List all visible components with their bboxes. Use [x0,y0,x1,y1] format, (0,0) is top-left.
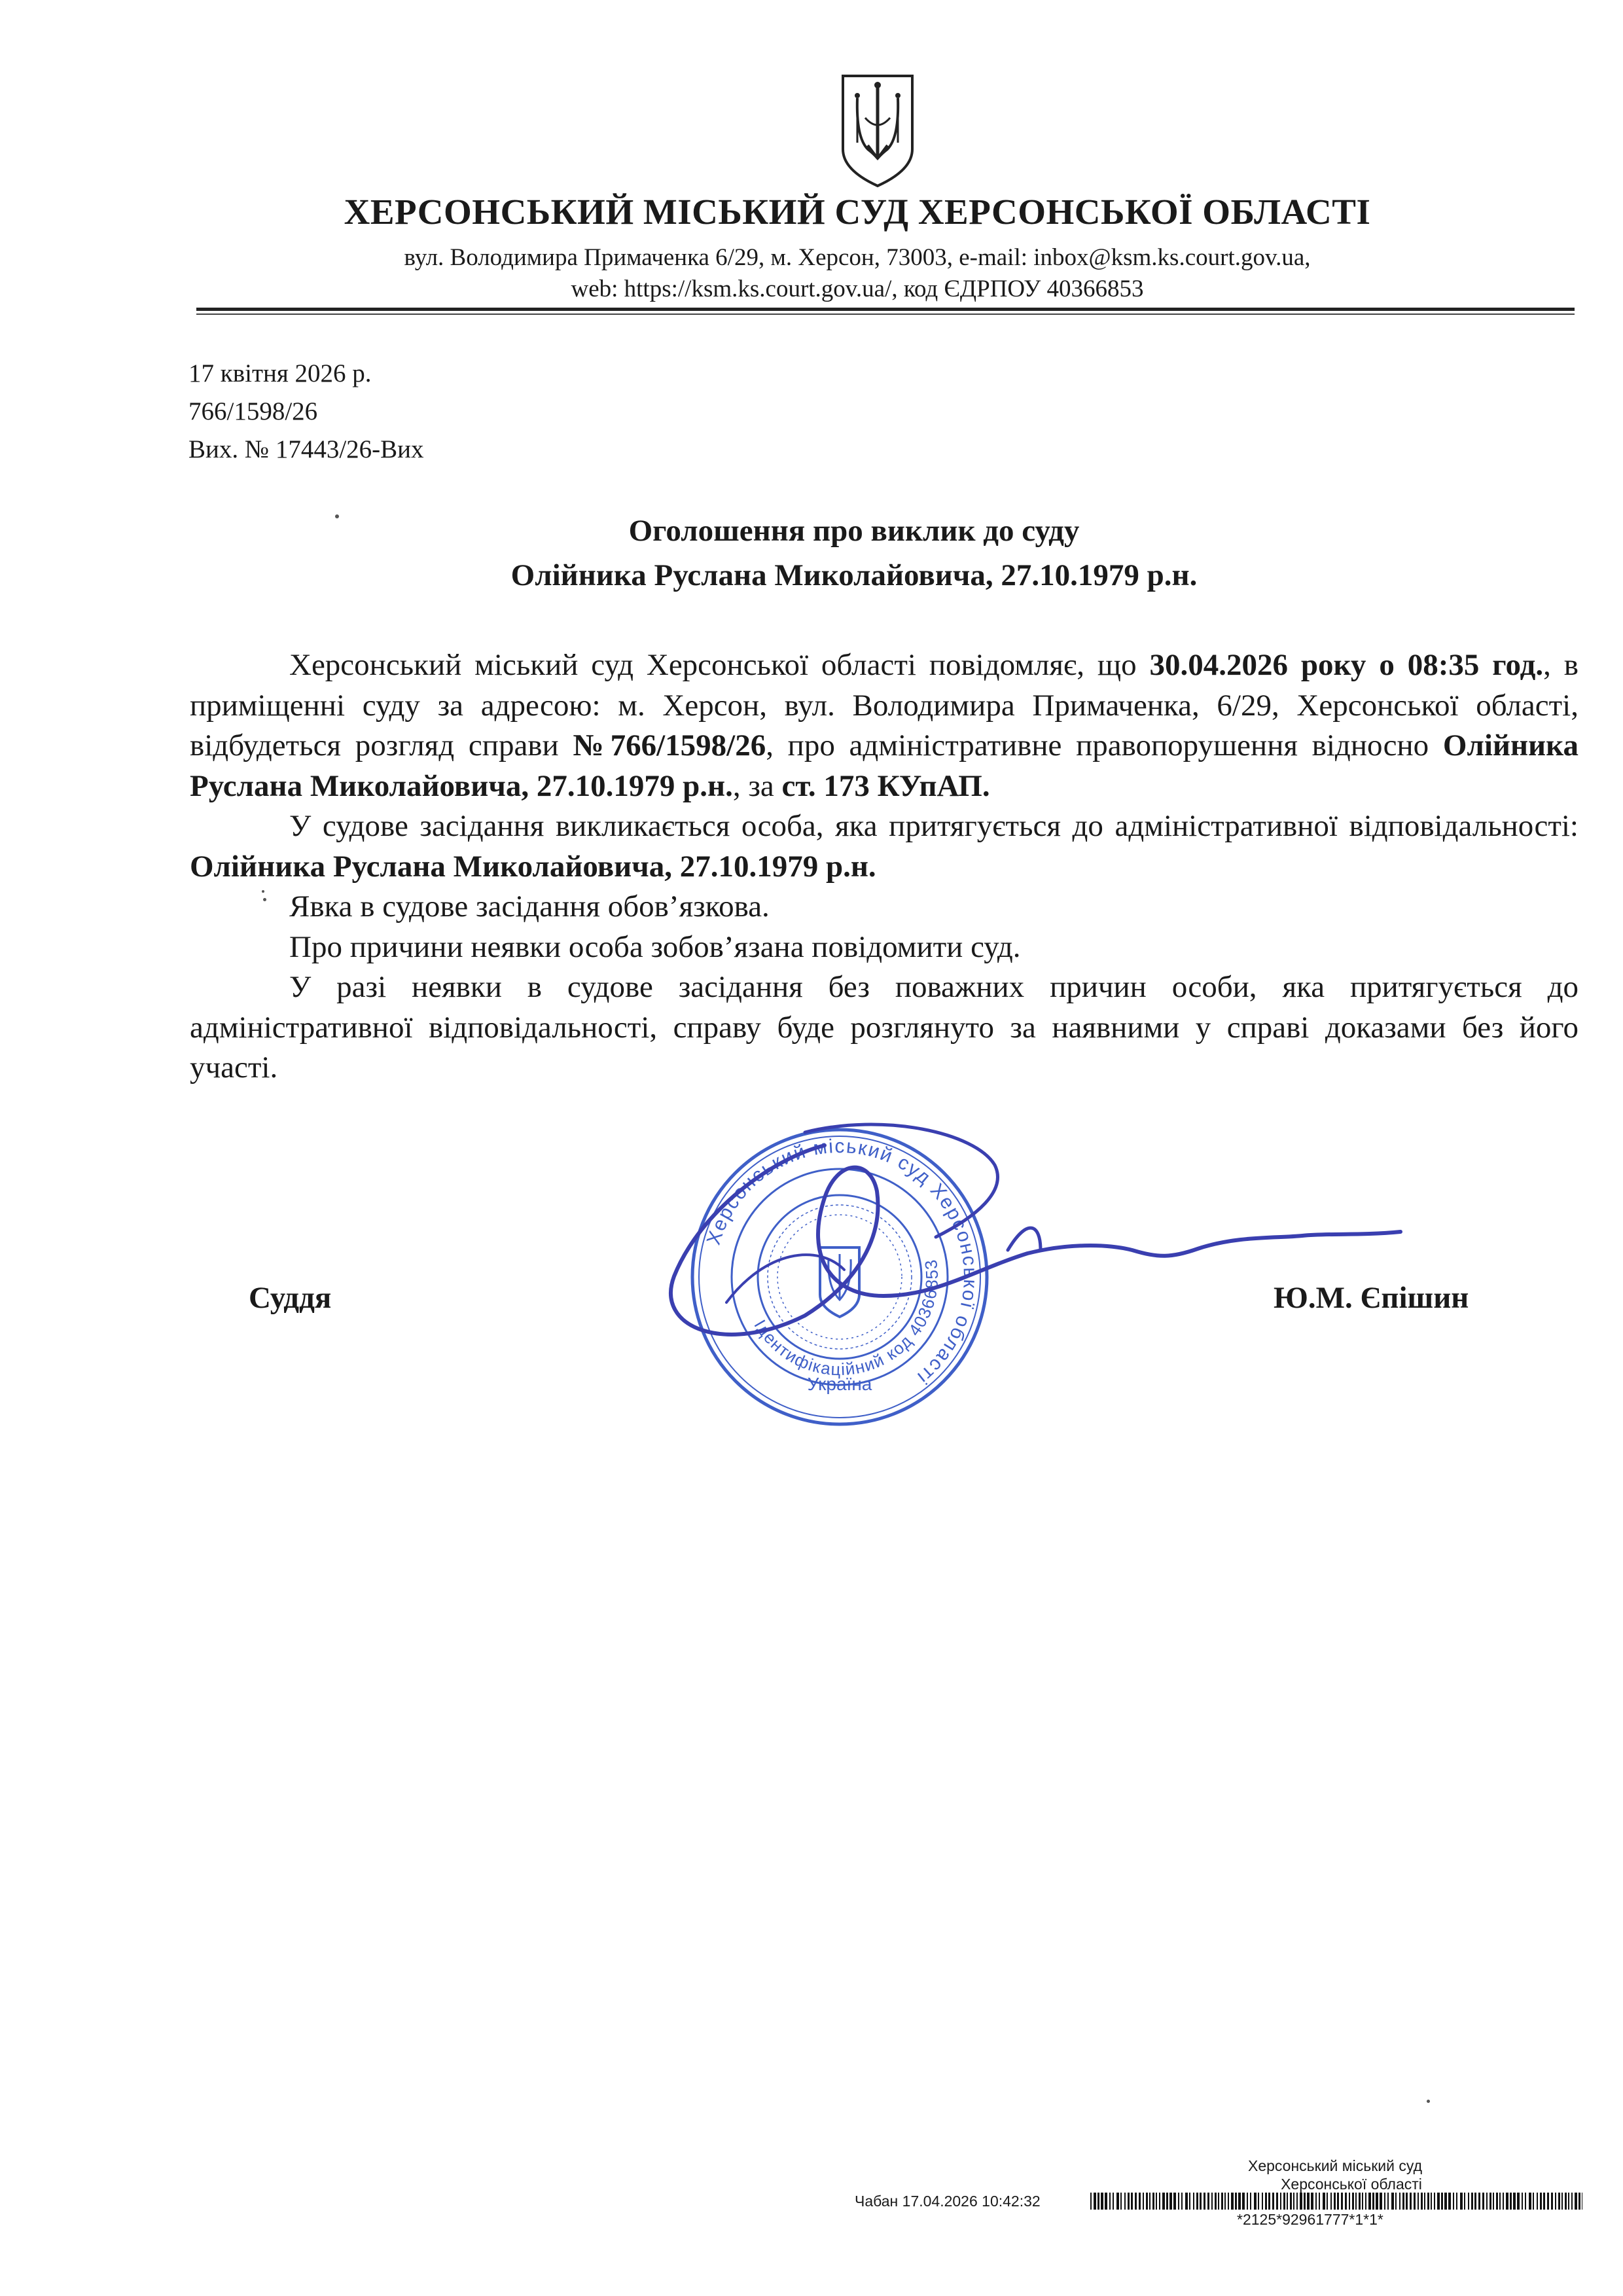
barcode-bar [1185,2193,1188,2210]
barcode-bar [1349,2193,1350,2210]
barcode-bar [1384,2193,1385,2210]
barcode-bar [1258,2193,1259,2210]
barcode-bar [1499,2193,1501,2210]
barcode-bar [1517,2193,1520,2210]
barcode-bar [1293,2193,1294,2210]
court-name-heading: ХЕРСОНСЬКИЙ МІСЬКИЙ СУД ХЕРСОНСЬКОЇ ОБЛАСТІ [344,192,1371,232]
barcode-bar [1242,2193,1245,2210]
barcode-bar [1359,2193,1361,2210]
barcode-bar [1283,2193,1285,2210]
barcode-bar [1395,2193,1397,2210]
barcode-bar [1204,2193,1205,2210]
court-address-line-2: web: https://ksm.ks.court.gov.ua/, код ЄДРПОУ 40366853 [571,276,1144,302]
barcode-bar [1290,2193,1292,2210]
barcode-bar [1399,2193,1400,2210]
barcode-bar [1537,2193,1538,2210]
barcode-bar [1474,2193,1476,2210]
barcode-bar [1380,2193,1382,2210]
footer-court-line-2: Херсонської області [1281,2176,1422,2193]
scan-speck [335,514,339,518]
barcode-bar [1486,2193,1488,2210]
barcode-bar [1304,2193,1306,2210]
barcode-bar [1238,2193,1241,2210]
barcode-bar [1247,2193,1248,2210]
barcode-bar [1218,2193,1219,2210]
barcode-bar [1418,2193,1419,2210]
judge-role-label: Суддя [249,1281,332,1315]
barcode-bar [1250,2193,1251,2210]
barcode-bar [1334,2193,1336,2210]
barcode-bar [1575,2193,1577,2210]
barcode-bar [1228,2193,1229,2210]
barcode-bar [1496,2193,1498,2210]
barcode-bar [1215,2193,1217,2210]
barcode-bar [1178,2193,1179,2210]
svg-text:Херсонський міський суд Херсон: Херсонський міський суд Херсонської області [702,1135,982,1390]
barcode-bar [1196,2193,1198,2210]
barcode-bar [1368,2193,1371,2210]
body-paragraph-1: Херсонський міський суд Херсонської області повідомляє, що 30.04.2026 року о 08:35 год., в приміщенні суду за адресою: м. Херсон, вул. Володимира Примаченка, 6/29, Херсонської області, відбудеться розгляд справи №766/1598/26, про адміністративне правопорушення відносно Олійника Руслана Миколайовича, 27.10.1979 р.н., за ст. 173 КУпАП. [190,648,1578,803]
barcode-bar [1478,2193,1480,2210]
barcode-bar [1355,2193,1357,2210]
barcode-bar [1522,2193,1523,2210]
barcode-bar [1211,2193,1213,2210]
barcode-bar [1529,2193,1531,2210]
body-paragraph-2: У судове засідання викликається особа, яка притягується до адміністративної відповідальності: Олійника Руслана Миколайовича, 27.10.1979 р.н. [190,809,1578,884]
barcode-bar [1571,2193,1573,2210]
barcode-bar [1162,2193,1165,2210]
barcode-bar [1323,2193,1325,2210]
barcode-bar [1090,2193,1092,2210]
barcode-bar [1543,2193,1545,2210]
court-address-line-1: вул. Володимира Примаченка 6/29, м. Херсон, 73003, e-mail: inbox@ksm.ks.court.gov.ua, [404,244,1311,271]
barcode-bar [1489,2193,1491,2210]
barcode-bar [1402,2193,1404,2210]
barcode-bar [1493,2193,1494,2210]
barcode-bar [1181,2193,1183,2210]
barcode-bar [1337,2193,1339,2210]
barcode-bar [1482,2193,1484,2210]
barcode-bar [1101,2193,1103,2210]
barcode-bar [1156,2193,1157,2210]
barcode-bar [1094,2193,1096,2210]
barcode-bar [1444,2193,1447,2210]
barcode-bar [1159,2193,1160,2210]
barcode-bar [1124,2193,1126,2210]
barcode-bar [1135,2193,1137,2210]
barcode-bar [1327,2193,1328,2210]
barcode-bar [1547,2193,1549,2210]
barcode-bar [1200,2193,1202,2210]
barcode-bar [1143,2193,1144,2210]
scan-speck [262,890,264,893]
barcode-bar [1565,2193,1567,2210]
svg-text:Ідентифікаційний код 40366853: Ідентифікаційний код 40366853 [750,1257,942,1380]
document-subtitle: Олійника Руслана Миколайовича, 27.10.1979 р.н. [510,558,1198,592]
barcode-bar [1097,2193,1099,2210]
barcode-bar [1131,2193,1133,2210]
barcode-bar [1128,2193,1130,2210]
barcode-bar [1464,2193,1465,2210]
header-divider-thin [196,314,1575,315]
barcode-bar [1421,2193,1423,2210]
barcode-bar [1341,2193,1343,2210]
barcode-bar [1169,2193,1172,2210]
barcode-bar [1120,2193,1122,2210]
barcode-bar [1431,2193,1432,2210]
barcode-bar [1578,2193,1580,2210]
barcode-bar [1561,2193,1563,2210]
case-number: 766/1598/26 [188,397,318,425]
barcode-bar [1414,2193,1416,2210]
barcode-bar [1391,2193,1394,2210]
barcode-bar [1276,2193,1278,2210]
barcode-bar [1551,2193,1553,2210]
barcode-bar [1453,2193,1454,2210]
barcode-bar [1152,2193,1154,2210]
judge-signature-icon [609,1086,1479,1388]
barcode-bar [1105,2193,1107,2210]
barcode-bar [1503,2193,1504,2210]
document-body [190,645,1578,1088]
barcode-bar [1319,2193,1320,2210]
barcode-bar [1307,2193,1310,2210]
barcode-bar [1280,2193,1281,2210]
barcode-bar [1471,2193,1473,2210]
barcode-bar [1272,2193,1274,2210]
barcode-bar [1437,2193,1440,2210]
barcode-bar [1434,2193,1435,2210]
barcode-bar [1468,2193,1469,2210]
registration-stamp: Чабан 17.04.2026 10:42:32 [855,2193,1041,2210]
barcode-bar [1330,2193,1332,2210]
outgoing-number: Вих. № 17443/26-Вих [188,435,424,463]
scan-speck [263,898,266,901]
barcode-bar [1224,2193,1226,2210]
barcode-bar [1525,2193,1526,2210]
body-paragraph-4: Про причини неявки особа зобов’язана повідомити суд. [289,929,1021,964]
barcode-bar [1540,2193,1542,2210]
barcode-bar [1533,2193,1534,2210]
footer-court-line-1: Херсонський міський суд [1247,2157,1423,2174]
barcode-bar [1568,2193,1569,2210]
barcode-bar [1510,2193,1512,2210]
scan-speck [1427,2100,1430,2103]
barcode-bar [1231,2193,1234,2210]
barcode-bar [1254,2193,1257,2210]
barcode-bar [1441,2193,1443,2210]
barcode-bar [1265,2193,1267,2210]
judge-name: Ю.М. Єпішин [1274,1281,1469,1315]
barcode-bar [1189,2193,1190,2210]
barcode-bar [1311,2193,1313,2210]
barcode-bar [1296,2193,1298,2210]
barcode-bar [1506,2193,1508,2210]
barcode-bar [1235,2193,1237,2210]
barcode-bar [1456,2193,1457,2210]
barcode-bar [1376,2193,1378,2210]
barcode-bar [1555,2193,1556,2210]
barcode-bar [1109,2193,1111,2210]
barcode-bar [1116,2193,1119,2210]
barcode-bar [1448,2193,1451,2210]
barcode-bar [1146,2193,1148,2210]
barcode-bar [1365,2193,1366,2210]
barcode-bar [1262,2193,1263,2210]
body-paragraph-5: У разі неявки в судове засідання без поважних причин особи, яка притягується до адміністративної відповідальності, справу буде розглянуто за наявними у справі доказами без його участі. [190,970,1578,1085]
header-divider-thick [196,308,1575,311]
barcode-bar [1139,2193,1141,2210]
barcode-bar [1166,2193,1168,2210]
barcode-bar [1173,2193,1176,2210]
barcode-bar [1427,2193,1429,2210]
body-paragraph-3: Явка в судове засідання обов’язкова. [289,889,770,924]
barcode-caption: *2125*92961777*1*1* [1237,2211,1383,2228]
barcode-bar [1352,2193,1354,2210]
barcode-bar [1372,2193,1374,2210]
barcode-bar [1345,2193,1347,2210]
barcode-bar [1362,2193,1363,2210]
coat-of-arms-icon [839,72,916,190]
barcode-bar [1193,2193,1194,2210]
barcode-bar [1113,2193,1114,2210]
svg-text:Україна: Україна [807,1374,872,1394]
barcode-bar [1300,2193,1302,2210]
barcode-bar [1287,2193,1288,2210]
barcode-bar [1387,2193,1389,2210]
document-date: 17 квітня 2026 р. [188,359,372,387]
barcode-bar [1424,2193,1425,2210]
barcode-bar [1221,2193,1223,2210]
barcode-bar [1149,2193,1150,2210]
barcode-bar [1558,2193,1560,2210]
barcode-bar [1315,2193,1317,2210]
document-title: Оголошення про виклик до суду [628,514,1080,548]
barcode-bar [1406,2193,1408,2210]
barcode-bar [1410,2193,1412,2210]
barcode-bar [1207,2193,1209,2210]
barcode-bar [1513,2193,1516,2210]
barcode-bar [1268,2193,1270,2210]
barcode-bar [1460,2193,1463,2210]
